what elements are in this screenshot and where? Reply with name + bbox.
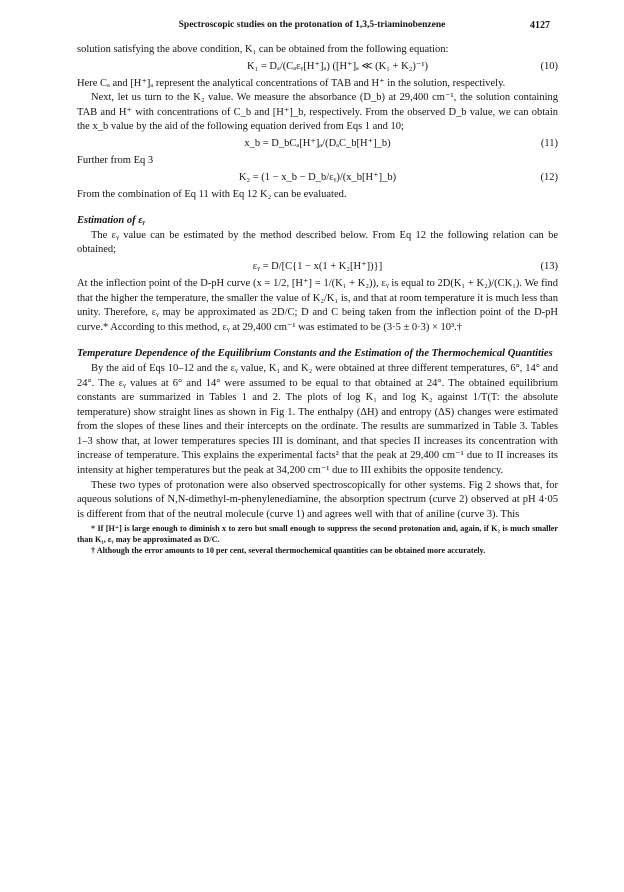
running-title: Spectroscopic studies on the protonation of 1,3,5-triaminobenzene bbox=[178, 20, 446, 30]
paragraph-4: Further from Eq 3 bbox=[77, 154, 154, 166]
page-number: 4127 bbox=[530, 20, 550, 31]
footnote-1: * If [H⁺] is large enough to diminish x to zero but small enough to suppress the second protonation and, again, if K₂ is much smaller than K₁, εᵧ may be approximated as D/C. bbox=[77, 524, 558, 545]
section-heading-estimation: Estimation of εᵧ bbox=[77, 215, 146, 227]
equation-11-body: x_b = D_bCₐ[H⁺]ₐ/(DₐC_b[H⁺]_b) bbox=[244, 137, 391, 149]
equation-10-body: K₁ = Dₐ/(Cₐεᵧ[H⁺]ₐ) ([H⁺]ₐ ≪ (K₁ + K₂)⁻¹) bbox=[246, 60, 429, 72]
equation-12-body: K₂ = (1 − x_b − D_b/εᵧ)/(x_b[H⁺]_b) bbox=[238, 171, 397, 183]
equation-13 bbox=[77, 259, 558, 276]
equation-13-number: (13) bbox=[540, 260, 558, 272]
article-body bbox=[77, 43, 558, 557]
paragraph-5: From the combination of Eq 11 with Eq 12 K₂ can be evaluated. bbox=[77, 188, 347, 200]
paragraph-1: solution satisfying the above condition, K₁ can be obtained from the following equation: bbox=[77, 44, 449, 55]
equation-11 bbox=[77, 136, 558, 153]
equation-12 bbox=[77, 170, 558, 187]
section-heading-temperature: Temperature Dependence of the Equilibrium Constants and the Estimation of the Thermochemical Quantities bbox=[77, 348, 553, 360]
footnote-2: † Although the error amounts to 10 per cent, several thermochemical quantities can be obtained more accurately. bbox=[91, 546, 486, 556]
paragraph-9: These two types of protonation were also observed spectroscopically for other systems. Fig 2 shows that, for aqueous solutions of N,N-dimethyl-m-phenylenediamine, the absorption spectrum (curve 2) observed at pH 4·05 is different from that of the neutral molecule (curve 1) and agrees well with that of aniline (curve 3). This bbox=[77, 479, 558, 520]
equation-13-body: εᵧ = D/[C{1 − x(1 + K₂[H⁺])}] bbox=[252, 260, 383, 272]
equation-10-number: (10) bbox=[540, 60, 558, 72]
paragraph-3: Next, let us turn to the K₂ value. We measure the absorbance (D_b) at 29,400 cm⁻¹, the solution containing TAB and H⁺ with concentrations of C_b and [H⁺]_b, respectively. From the observed D_b value, we can obtain the x_b value by the aid of the following equation derived from Eqs 1 and 10; bbox=[77, 92, 558, 133]
equation-10 bbox=[77, 59, 558, 76]
equation-12-number: (12) bbox=[540, 171, 558, 183]
paragraph-7: At the inflection point of the D-pH curve (x = 1/2, [H⁺] = 1/(K₁ + K₂)), εᵧ is equal to 2D(K₁ + K₂)/(CK₁). We find that the higher the temperature, the smaller the value of K₂/K₁ is, and that at room temperature it is much less than unity. Therefore, εᵧ may be approximated as 2D/C; D and C being taken from the inflection point of the D-pH curve.* According to this method, εᵧ at 29,400 cm⁻¹ was estimated to be (3·5 ± 0·3) × 10³.† bbox=[77, 277, 558, 333]
footnotes bbox=[77, 524, 558, 556]
paragraph-6: The εᵧ value can be estimated by the method described below. From Eq 12 the following relation can be obtained; bbox=[77, 229, 558, 256]
paragraph-2: Here Cₐ and [H⁺]ₐ represent the analytical concentrations of TAB and H⁺ in the solution, respectively. bbox=[77, 77, 506, 89]
paragraph-8: By the aid of Eqs 10–12 and the εᵧ value, K₁ and K₂ were obtained at three different temperatures, 6°, 14° and 24°. The εᵧ values at 6° and 14° were assumed to be equal to that obtained at 24°. The obtained equilibrium constants are summarized in Tables 1 and 2. The plots of log K₁ and log K₂ against 1/T(T: the absolute temperature) show straight lines as shown in Fig 1. The enthalpy (ΔH) and entropy (ΔS) changes were estimated from the slopes of these lines and their intercepts on the ordinate. The results are summarized in Table 3. Tables 1–3 show that, at lower temperatures species III is dominant, and that species II increases its concentration with increase of temperature. This explains the experimental facts² that the peak at 29,400 cm⁻¹ due to II increases its intensity at higher temperatures but the peak at 34,200 cm⁻¹ due to III exhibits the opposite tendency. bbox=[77, 362, 558, 477]
page-header bbox=[0, 20, 624, 34]
equation-11-number: (11) bbox=[540, 137, 558, 149]
